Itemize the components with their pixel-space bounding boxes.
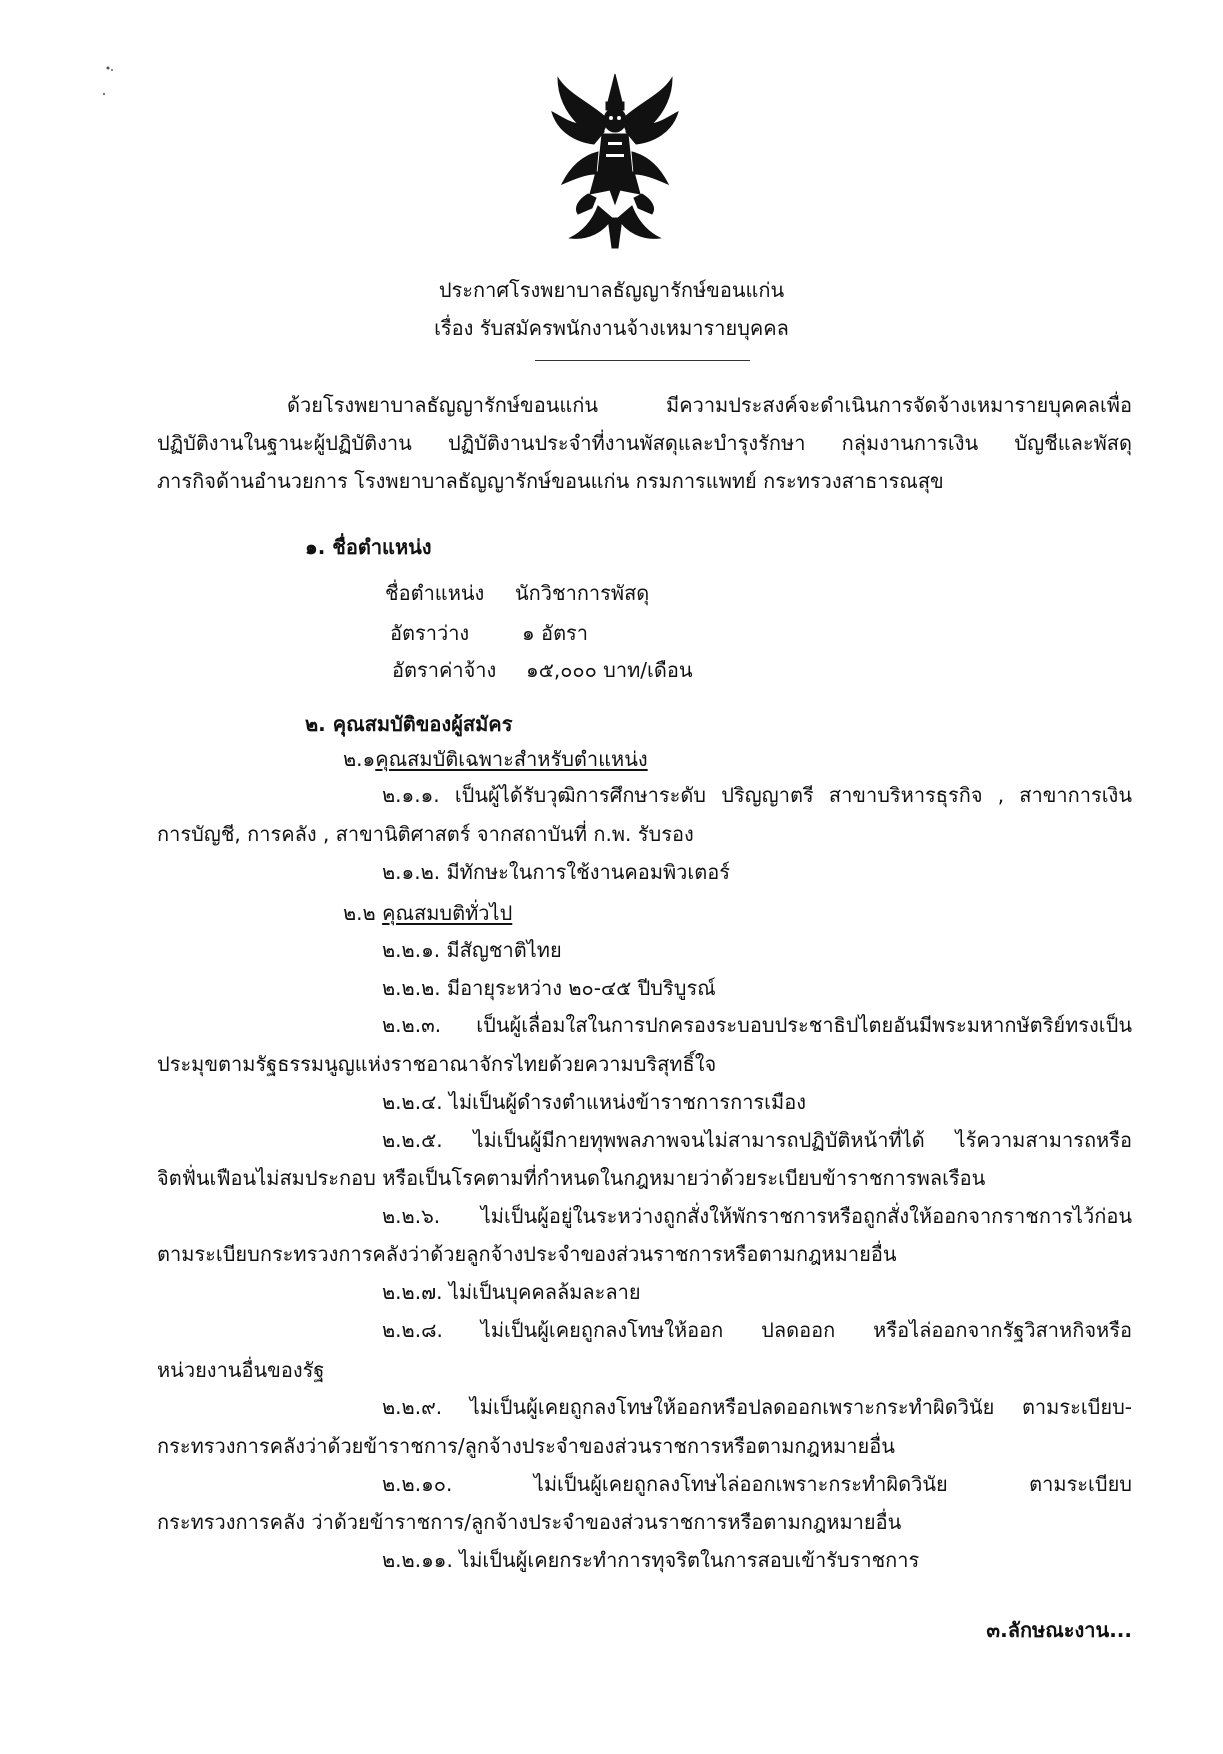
qualification-line: ๒.๒.๑๐. ไม่เป็นผู้เคยถูกลงโทษไล่ออกเพราะกระทำผิดวินัย ตามระเบียบ [382, 1472, 1132, 1496]
qualification-line: ๒.๒.๖. ไม่เป็นผู้อยู่ในระหว่างถูกสั่งให้พักราชการหรือถูกสั่งให้ออกจากราชการไว้ก่อน [382, 1204, 1132, 1228]
garuda-emblem-icon [548, 72, 683, 254]
scan-speck-icon [100, 62, 140, 112]
qualification-line: จิตฟั่นเฟือนไม่สมประกอบ หรือเป็นโรคตามที่กำหนดในกฎหมายว่าด้วยระเบียบข้าราชการพลเรือน [157, 1166, 986, 1190]
subsection-heading [343, 746, 648, 772]
qualification-line: ๒.๒.๑๑. ไม่เป็นผู้เคยกระทำการทุจริตในการสอบเข้ารับราชการ [382, 1548, 920, 1572]
qualification-line: ตามระเบียบกระทรวงการคลังว่าด้วยลูกจ้างประจำของส่วนราชการหรือตามกฎหมายอื่น [157, 1242, 897, 1266]
intro-line: ภารกิจด้านอำนวยการ โรงพยาบาลธัญญารักษ์ขอนแก่น กรมการแพทย์ กระทรวงสาธารณสุข [157, 469, 944, 493]
header-divider [535, 360, 750, 361]
qualification-line: ๒.๑.๒. มีทักษะในการใช้งานคอมพิวเตอร์ [382, 860, 730, 884]
subsection-number: ๒.๑ [343, 747, 376, 771]
section-heading: ๒. คุณสมบัติของผู้สมัคร [305, 712, 513, 736]
qualification-line: ๒.๒.๒. มีอายุระหว่าง ๒๐-๔๕ ปีบริบูรณ์ [382, 976, 716, 1000]
page-continuation: ๓.ลักษณะงาน... [986, 1618, 1132, 1642]
qualification-line: ๒.๑.๑. เป็นผู้ได้รับวุฒิการศึกษาระดับ ปริญญาตรี สาขาบริหารธุรกิจ , สาขาการเงิน [382, 783, 1132, 807]
subsection-title: คุณสมบัติเฉพาะสำหรับตำแหน่ง [375, 747, 648, 771]
qualification-line: ๒.๒.๓. เป็นผู้เลื่อมใสในการปกครองระบอบประชาธิปไตยอันมีพระมหากษัตริย์ทรงเป็น [382, 1013, 1132, 1037]
position-value: นักวิชาการพัสดุ [515, 581, 650, 605]
section-heading: ๑. ชื่อตำแหน่ง [305, 535, 432, 559]
subsection-number: ๒.๒ [343, 901, 383, 925]
qualification-line: ๒.๒.๑. มีสัญชาติไทย [382, 938, 562, 962]
intro-line: ปฏิบัติงานในฐานะผู้ปฏิบัติงาน ปฏิบัติงานประจำที่งานพัสดุและบำรุงรักษา กลุ่มงานการเงิน บัญชีและพัสดุ [157, 431, 1132, 455]
qualification-line: ๒.๒.๕. ไม่เป็นผู้มีกายทุพพลภาพจนไม่สามารถปฏิบัติหน้าที่ได้ ไร้ความสามารถหรือ [382, 1128, 1132, 1152]
qualification-line: ประมุขตามรัฐธรรมนูญแห่งราชอาณาจักรไทยด้วยความบริสุทธิ์ใจ [157, 1052, 717, 1076]
qualification-line: กระทรวงการคลัง ว่าด้วยข้าราชการ/ลูกจ้างประจำของส่วนราชการหรือตามกฎหมายอื่น [157, 1510, 902, 1534]
position-label: ชื่อตำแหน่ง [385, 581, 485, 605]
salary-value: ๑๕,๐๐๐ บาท/เดือน [526, 658, 693, 682]
subsection-heading [343, 900, 512, 926]
announcement-subject: เรื่อง รับสมัครพนักงานจ้างเหมารายบุคคล [434, 316, 789, 340]
salary-label: อัตราค่าจ้าง [392, 658, 497, 682]
qualification-line: ๒.๒.๗. ไม่เป็นบุคคลล้มละลาย [382, 1280, 641, 1304]
vacancy-value: ๑ อัตรา [522, 621, 589, 645]
intro-line: ด้วยโรงพยาบาลธัญญารักษ์ขอนแก่น มีความประสงค์จะดำเนินการจัดจ้างเหมารายบุคคลเพื่อ [287, 393, 1132, 417]
subsection-title: คุณสมบติทั่วไป [382, 901, 513, 925]
qualification-line: หน่วยงานอื่นของรัฐ [157, 1358, 325, 1382]
vacancy-label: อัตราว่าง [390, 621, 470, 645]
qualification-line: ๒.๒.๘. ไม่เป็นผู้เคยถูกลงโทษให้ออก ปลดออก หรือไล่ออกจากรัฐวิสาหกิจหรือ [382, 1318, 1132, 1342]
qualification-line: ๒.๒.๔. ไม่เป็นผู้ดำรงตำแหน่งข้าราชการการเมือง [382, 1090, 806, 1114]
qualification-line: กระทรวงการคลังว่าด้วยข้าราชการ/ลูกจ้างประจำของส่วนราชการหรือตามกฎหมายอื่น [157, 1434, 895, 1458]
qualification-line: การบัญชี, การคลัง , สาขานิติศาสตร์ จากสถาบันที่ ก.พ. รับรอง [157, 822, 694, 846]
announcement-title: ประกาศโรงพยาบาลธัญญารักษ์ขอนแก่น [438, 278, 785, 302]
qualification-line: ๒.๒.๙. ไม่เป็นผู้เคยถูกลงโทษให้ออกหรือปลดออกเพราะกระทำผิดวินัย ตามระเบียบ- [382, 1395, 1132, 1419]
